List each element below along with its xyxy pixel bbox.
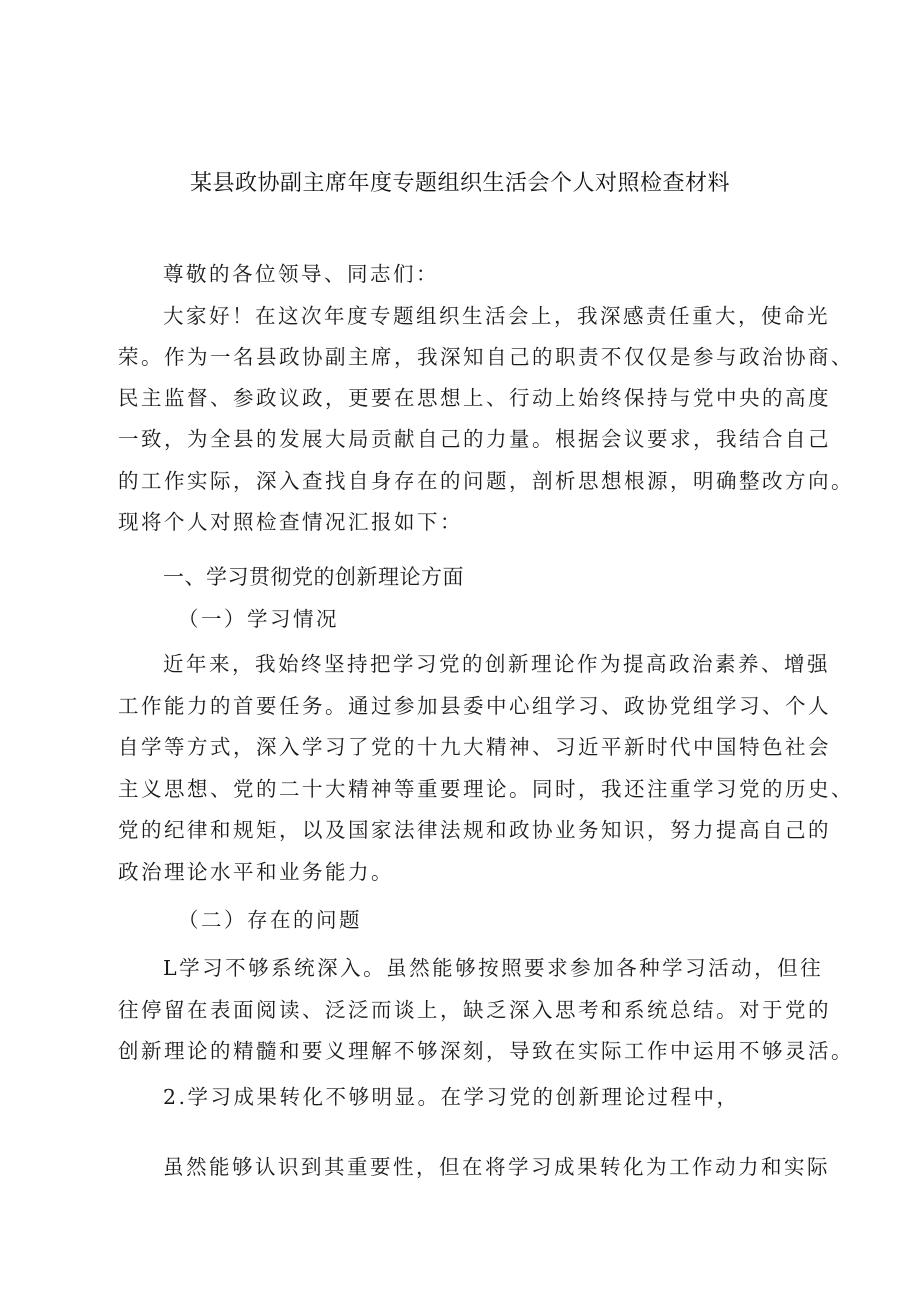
- document-title: 某县政协副主席年度专题组织生活会个人对照检查材料: [189, 171, 730, 196]
- body-line: 近年来，我始终坚持把学习党的创新理论作为提高政治素养、增强: [163, 652, 830, 676]
- subsection-heading: （二）存在的问题: [178, 908, 362, 932]
- body-line: 创新理论的精髓和要义理解不够深刻，导致在实际工作中运用不够灵活。: [118, 1039, 854, 1063]
- intro-line: 民主监督、参政议政，更要在思想上、行动上始终保持与党中央的高度: [118, 386, 831, 410]
- salutation: 尊敬的各位领导、同志们：: [163, 262, 439, 286]
- body-line: 往停留在表面阅读、泛泛而谈上，缺乏深入思考和系统总结。对于党的: [118, 998, 831, 1022]
- body-line: 主义思想、党的二十大精神等重要理论。同时，我还注重学习党的历史、: [118, 777, 854, 801]
- body-line: 政治理论水平和业务能力。: [118, 860, 394, 884]
- body-line: L学习不够系统深入。虽然能够按照要求参加各种学习活动，但往: [163, 956, 824, 980]
- body-line: 党的纪律和规矩，以及国家法律法规和政协业务知识，努力提高自己的: [118, 818, 831, 842]
- section-heading: 一、学习贯彻党的创新理论方面: [163, 565, 464, 589]
- intro-line: 的工作实际，深入查找自身存在的问题，剖析思想根源，明确整改方向。: [118, 469, 854, 493]
- body-line: 2.学习成果转化不够明显。在学习党的创新理论过程中，: [163, 1085, 740, 1109]
- intro-line: 现将个人对照检查情况汇报如下：: [118, 510, 463, 534]
- intro-line: 大家好！在这次年度专题组织生活会上，我深感责任重大，使命光: [163, 304, 830, 328]
- intro-line: 一致，为全县的发展大局贡献自己的力量。根据会议要求，我结合自己: [118, 427, 831, 451]
- body-line: 自学等方式，深入学习了党的十九大精神、习近平新时代中国特色社会: [118, 735, 831, 759]
- intro-line: 荣。作为一名县政协副主席，我深知自己的职责不仅仅是参与政治协商、: [118, 345, 854, 369]
- subsection-heading: （一）学习情况: [178, 607, 339, 631]
- body-line: 虽然能够认识到其重要性，但在将学习成果转化为工作动力和实际: [163, 1155, 830, 1179]
- body-line: 工作能力的首要任务。通过参加县委中心组学习、政协党组学习、个人: [118, 694, 831, 718]
